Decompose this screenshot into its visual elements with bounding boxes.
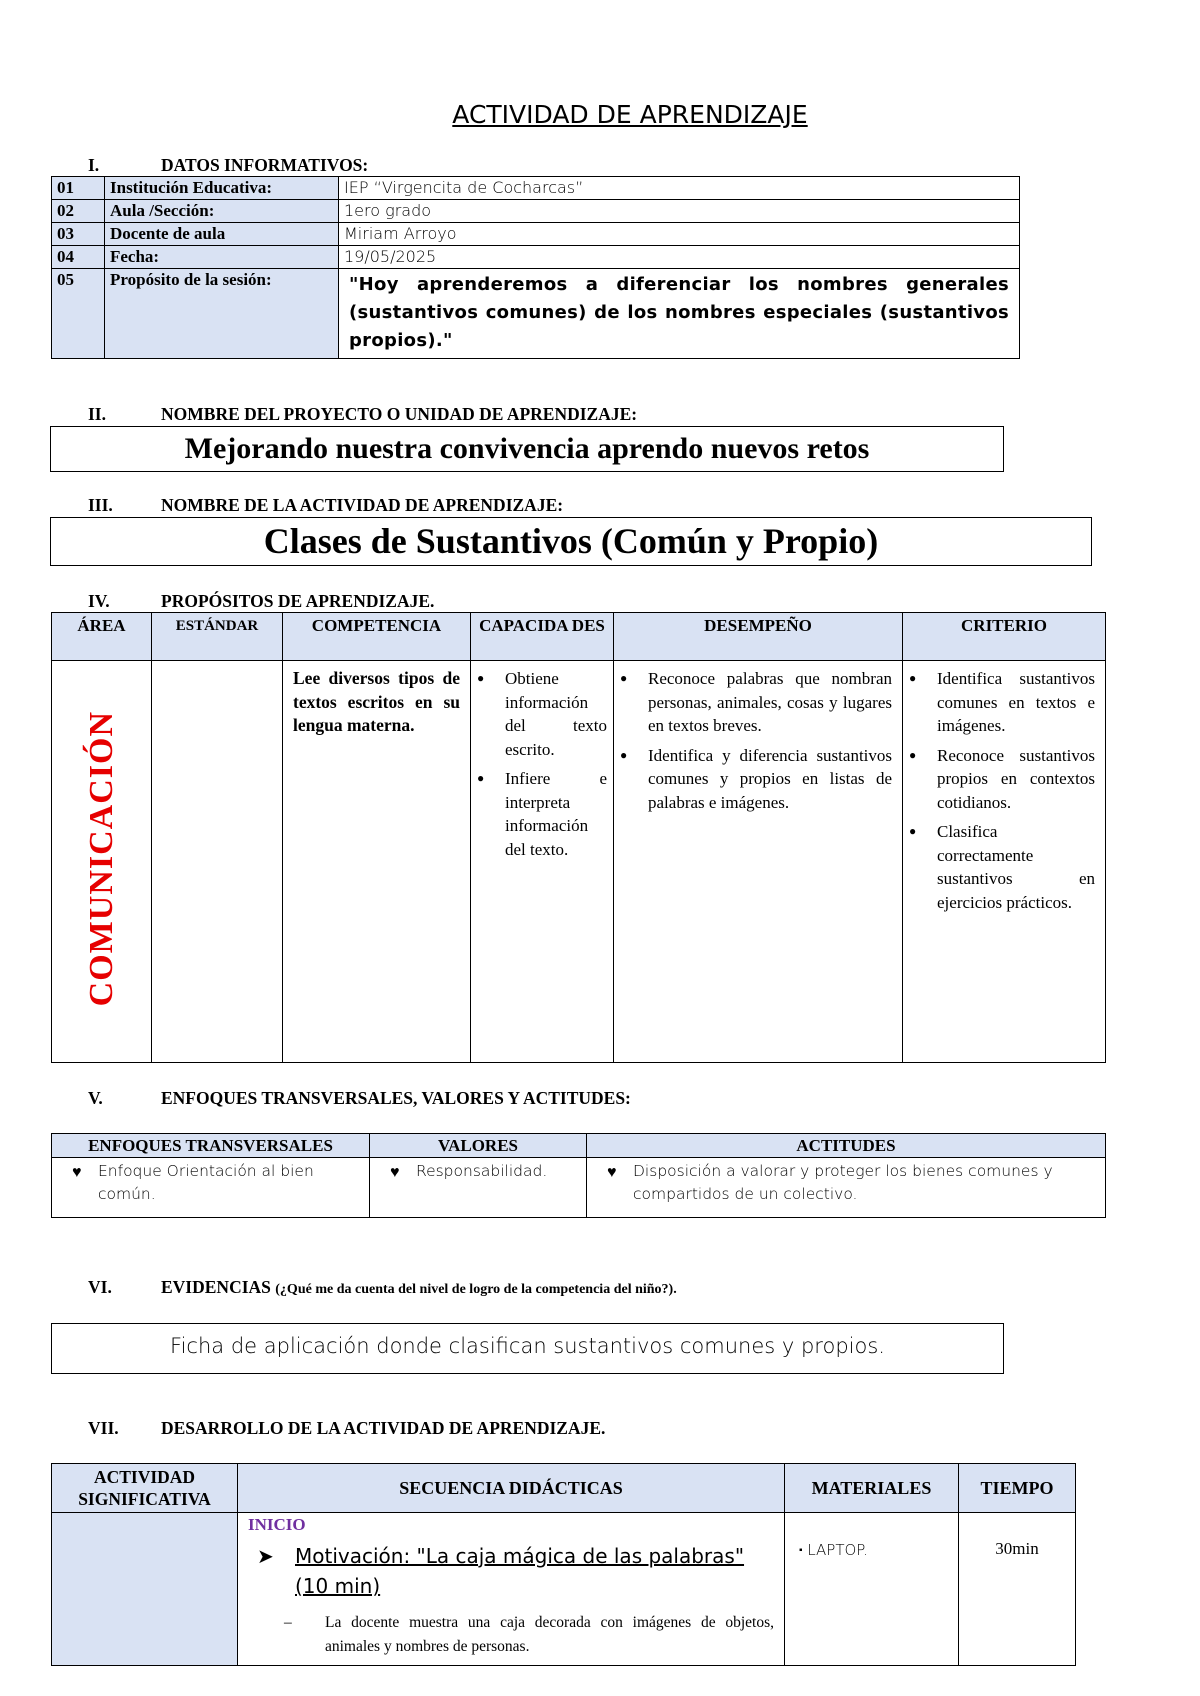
row-label: Fecha: xyxy=(105,246,339,269)
area-cell xyxy=(52,661,152,1063)
table-row xyxy=(52,200,1020,223)
header-actividad: ACTIVIDAD SIGNIFICATIVA xyxy=(52,1464,238,1513)
row-value: IEP “Virgencita de Cocharcas” xyxy=(339,177,1020,200)
list-item: ● Reconoce sustantivos propios en contextos cotidianos. xyxy=(907,744,1095,815)
list-item xyxy=(248,1611,774,1659)
desarrollo-table xyxy=(51,1463,1076,1666)
actividad-cell xyxy=(52,1513,238,1666)
header-capacidades: CAPACIDA DES xyxy=(471,613,614,661)
actitud-cell xyxy=(587,1158,1106,1218)
valor-cell xyxy=(370,1158,587,1218)
materiales-cell xyxy=(785,1513,959,1666)
table-row xyxy=(52,1158,1106,1218)
table-header-row xyxy=(52,1134,1106,1158)
section-label: PROPÓSITOS DE APRENDIZAJE. xyxy=(161,591,435,611)
section-number: IV. xyxy=(88,591,110,611)
table-row xyxy=(52,661,1106,1063)
arrow-bullet-icon: ➤ xyxy=(257,1544,274,1568)
evidence-box: Ficha de aplicación donde clasifican sustantivos comunes y propios. xyxy=(51,1323,1004,1374)
table-row xyxy=(52,269,1020,359)
table-row xyxy=(52,223,1020,246)
row-number: 05 xyxy=(52,269,105,359)
section-label-group xyxy=(161,1277,677,1298)
table-header-row xyxy=(52,613,1106,661)
tiempo-cell: 30min xyxy=(959,1513,1076,1666)
section-number: VI. xyxy=(88,1277,112,1297)
row-number: 04 xyxy=(52,246,105,269)
row-value: 19/05/2025 xyxy=(339,246,1020,269)
section-number: V. xyxy=(88,1088,103,1108)
header-area: ÁREA xyxy=(52,613,152,661)
criterio-cell xyxy=(903,661,1106,1063)
list-item: ● Clasifica correctamente sustantivos en ejercicios prácticos. xyxy=(907,820,1095,914)
session-purpose: "Hoy aprenderemos a diferenciar los nombres generales (sustantivos comunes) de los nombres especiales (sustantivos propios)." xyxy=(339,269,1020,359)
header-secuencia: SECUENCIA DIDÁCTICAS xyxy=(238,1464,785,1513)
section-label: ENFOQUES TRANSVERSALES, VALORES Y ACTITUDES: xyxy=(161,1088,631,1108)
enfoque-text: Enfoque Orientación al bien común. xyxy=(98,1162,314,1203)
phase-label: INICIO xyxy=(248,1515,306,1534)
section-label: NOMBRE DEL PROYECTO O UNIDAD DE APRENDIZAJE: xyxy=(161,404,638,424)
secuencia-cell xyxy=(238,1513,785,1666)
propositos-table xyxy=(51,612,1106,1063)
section-label: NOMBRE DE LA ACTIVIDAD DE APRENDIZAJE: xyxy=(161,495,564,515)
header-tiempo: TIEMPO xyxy=(959,1464,1076,1513)
motivation-text: Motivación: "La caja mágica de las palabras" (10 min) xyxy=(295,1544,745,1598)
table-header-row xyxy=(52,1464,1076,1513)
list-item: ● Infiere e interpreta información del texto. xyxy=(475,767,607,861)
row-label: Docente de aula xyxy=(105,223,339,246)
row-number: 03 xyxy=(52,223,105,246)
section-label: DATOS INFORMATIVOS: xyxy=(161,155,369,175)
section-number: II. xyxy=(88,404,106,424)
heart-bullet-icon: ♥ xyxy=(390,1162,400,1181)
square-bullet-icon: ▪ xyxy=(799,1545,803,1556)
list-item: ● Identifica y diferencia sustantivos comunes y propios en listas de palabras e imágenes. xyxy=(618,744,892,815)
header-desempeno: DESEMPEÑO xyxy=(614,613,903,661)
actitud-text: Disposición a valorar y proteger los bienes comunes y compartidos de un colectivo. xyxy=(633,1162,1053,1203)
section-number: III. xyxy=(88,495,113,515)
header-actitudes: ACTITUDES xyxy=(587,1134,1106,1158)
section-number: I. xyxy=(88,155,100,175)
motivation-item xyxy=(248,1541,774,1601)
competencia-cell: Lee diversos tipos de textos escritos en su lengua materna. xyxy=(283,661,471,1063)
header-competencia: COMPETENCIA xyxy=(283,613,471,661)
desempeno-cell xyxy=(614,661,903,1063)
header-criterio: CRITERIO xyxy=(903,613,1106,661)
table-row xyxy=(52,177,1020,200)
list-item: ● Identifica sustantivos comunes en textos e imágenes. xyxy=(907,667,1095,738)
estandar-cell xyxy=(152,661,283,1063)
heart-bullet-icon: ♥ xyxy=(607,1162,617,1181)
row-label: Aula /Sección: xyxy=(105,200,339,223)
row-number: 02 xyxy=(52,200,105,223)
material-text: LAPTOP. xyxy=(807,1541,868,1559)
capacidades-cell xyxy=(471,661,614,1063)
table-row xyxy=(52,246,1020,269)
activity-name: Clases de Sustantivos (Común y Propio) xyxy=(50,517,1092,566)
datos-informativos-table xyxy=(51,176,1020,359)
enfoque-cell xyxy=(52,1158,370,1218)
list-item: ● Obtiene información del texto escrito. xyxy=(475,667,607,761)
row-value: 1ero grado xyxy=(339,200,1020,223)
row-label: Propósito de la sesión: xyxy=(105,269,339,359)
section-note: (¿Qué me da cuenta del nivel de logro de la competencia del niño?). xyxy=(275,1282,677,1297)
section-label: EVIDENCIAS xyxy=(161,1277,271,1297)
table-row xyxy=(52,1513,1076,1666)
valor-text: Responsabilidad. xyxy=(416,1162,548,1180)
dash-bullet: – xyxy=(284,1614,292,1631)
header-enfoques: ENFOQUES TRANSVERSALES xyxy=(52,1134,370,1158)
row-number: 01 xyxy=(52,177,105,200)
header-valores: VALORES xyxy=(370,1134,587,1158)
row-value: Miriam Arroyo xyxy=(339,223,1020,246)
header-estandar: ESTÁNDAR xyxy=(152,613,283,661)
project-name: Mejorando nuestra convivencia aprendo nuevos retos xyxy=(50,426,1004,472)
section-number: VII. xyxy=(88,1418,119,1438)
header-materiales: MATERIALES xyxy=(785,1464,959,1513)
list-item: ● Reconoce palabras que nombran personas, animales, cosas y lugares en textos breves. xyxy=(618,667,892,738)
document-title: ACTIVIDAD DE APRENDIZAJE xyxy=(452,100,808,129)
step-text: La docente muestra una caja decorada con imágenes de objetos, animales y nombres de personas. xyxy=(325,1614,774,1655)
heart-bullet-icon: ♥ xyxy=(72,1162,82,1181)
enfoques-table xyxy=(51,1133,1106,1218)
section-label: DESARROLLO DE LA ACTIVIDAD DE APRENDIZAJE. xyxy=(161,1418,606,1438)
area-label: COMUNICACIÓN xyxy=(82,710,120,1006)
row-label: Institución Educativa: xyxy=(105,177,339,200)
